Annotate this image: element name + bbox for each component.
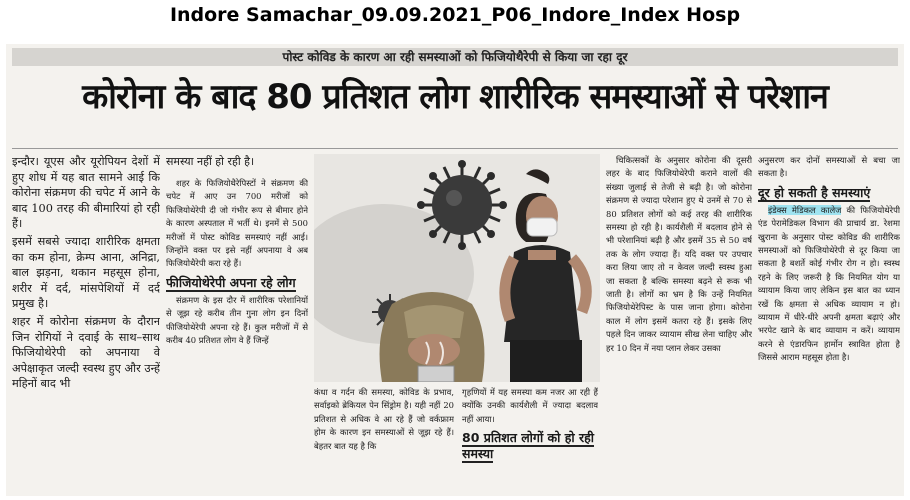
clip-title: Indore Samachar_09.09.2021_P06_Indore_Index Hosp (169, 4, 741, 26)
col6-para-1-text: की फिजियोथेरेपी एंड पेरामेडिकल विभाग की प्राचार्य डा. रेशमा खुराना के अनुसार पोस्ट कोविड की शारीरिक समस्याओं को फिजियोथेरेपी से दूर किया जा सकता है बशर्ते कोई गंभीर रोग न हो। स्वस्थ रहने के लिए जरूरी है कि नियमित योग या व्यायाम किया जाए लेकिन इस बात का ध्यान रखें कि क्षमता से अधिक व्यायाम न हो। व्यायाम में धीरे-धीरे अपनी क्षमता बढ़ाएं और भरपेट खाने के बाद व्यायाम न करें। व्यायाम करने से एंडारफिन हार्मोन स्त्रावित होता है जिससे आराम महसूस होता है। (758, 204, 900, 363)
col6-subhead (758, 185, 900, 201)
col2-para-2: संक्रमण के इस दौर में शारीरिक परेशानियों से जूझ रहे करीब तीन गुना लोग इन दिनों फीजियोथेरेपी अपना रहे हैं। कुल मरीजों में से करीब 40 प्रतिशत लोग वे हैं जिन्हें (166, 294, 308, 346)
coronavirus-icon (417, 160, 507, 250)
column-5 (606, 154, 752, 357)
col6-para-0: अनुसरण कर दोनों समस्याओं से बचा जा सकता है। (758, 155, 900, 179)
col2-para-0: समस्या नहीं हो रही है। (166, 155, 255, 168)
col2-subhead-text: फीजियोथेरेपी अपना रहे लोग (166, 274, 296, 290)
headline: कोरोना के बाद 80 प्रतिशत लोग शारीरिक समस्याओं से परेशान (82, 77, 828, 117)
col1-para-3: शहर में कोरोना संक्रमण के दौरान जिन रोगियों ने दवाई के साथ–साथ फिजियोथेरेपी को अपनाया वे अपेक्षाकृत जल्दी स्वस्थ हुए और उन्हें महिनों बाद भी (12, 314, 160, 391)
highlighted-institution: इंडेक्स मेडिकल कालेज (768, 204, 842, 215)
column-2 (166, 154, 308, 349)
divider (12, 148, 898, 149)
column-3 (314, 386, 454, 455)
column-6 (758, 154, 900, 367)
kicker-strap: पोस्ट कोविड के कारण आ रही समस्याओं को फिजियोथैरेपी से किया जा रहा दूर (12, 48, 898, 66)
col2-subhead (166, 275, 308, 291)
col4-subhead (462, 430, 598, 462)
col2-para-1: शहर के फिजियोथैरेपिस्टों ने संक्रमण की चपेट में आए उन 700 मरीजों को फिजियोथेरेपी दी जो गंभीर रूप से बीमार होने के कारण अस्पताल में भर्ती थे। इनमें से 500 मरीजों में पोस्ट कोविड समस्याएं नहीं आई। जिन्होंने वक्त पर इसे नहीं अपनाया वे अब फिजियोथैरेपी करा रहे हैं। (166, 178, 308, 269)
col3-para-1: कंधा व गर्दन की समस्या, कोविड के प्रभाव, सर्वाइको ब्रेकियल पेन सिंड्रोम है। यही नहीं 20 प्रतिशत से अधिक वे आ रहे हैं जो वर्कफ्राम होम के कारण इन समस्याओं से जूझ रहे हैं। बेहतर बात यह है कि (314, 387, 454, 451)
col4-para-1: गृहणियों में यह समस्या कम नजर आ रही हैं क्योंकि उनकी कार्यशैली में ज्यादा बदलाव नहीं आया। (462, 387, 598, 424)
newspaper-page (6, 44, 904, 496)
col4-subhead-text: 80 प्रतिशत लोगों को हो रही समस्या (462, 430, 594, 462)
column-1 (12, 154, 160, 394)
col6-para-1 (758, 204, 900, 365)
col6-subhead-text: दूर हो सकती है समस्याएं (758, 184, 871, 200)
col1-para-1: इन्दौर। यूएस और यूरोपियन देशों में हुए शोध में यह बात सामने आई कि कोरोना संक्रमण की चपेट में आने के बाद 100 तरह की बीमारियां हो रही हैं। (12, 155, 160, 231)
man-steam-inhalation (380, 292, 485, 382)
col5-para-1: चिकित्सकों के अनुसार कोरोना की दूसरी लहर के बाद फिजियोथेरेपी कराने वालों की संख्या जुलाई से तेजी से बढ़ी है। जो कोरोना संक्रमण से ज्यादा परेशान हुए थे उनमें से 70 से 80 प्रतिशत लोगों को कई तरह की शारीरिक समस्या हो रही है। कार्यशैली में बदलाव होने से भी परेशानियां बढ़ी है और इसमें 35 से 50 वर्ष तक के लोग ज्यादा हैं। यदि वक्त पर उपचार करा लिया जाए तो न केवल जल्दी स्वस्थ हुआ जा सकता है बल्कि समस्या बढ़ने से रूक भी जाती है। लोगों का भ्रम है कि उन्हें नियमित फिजियोथेरेपिस्ट के पास जाना होगा। कोरोना काल में लोग इसमें कतरा रहे हैं। इसके लिए पहले दिन जाकर व्यायाम सीख लेना चाहिए और हर 10 दिन में नया प्लान लेकर उसका (606, 155, 752, 353)
column-4 (462, 386, 598, 465)
article-photo (314, 154, 600, 382)
col1-para-2: इसमें सबसे ज्यादा शारीरिक क्षमता का कम होना, क्रेम्प आना, अनिद्रा, बाल झड़ना, थकान महसूस होना, शरीर में दर्द, मांसपेशियों में दर्द प्रमुख है। (12, 234, 160, 311)
